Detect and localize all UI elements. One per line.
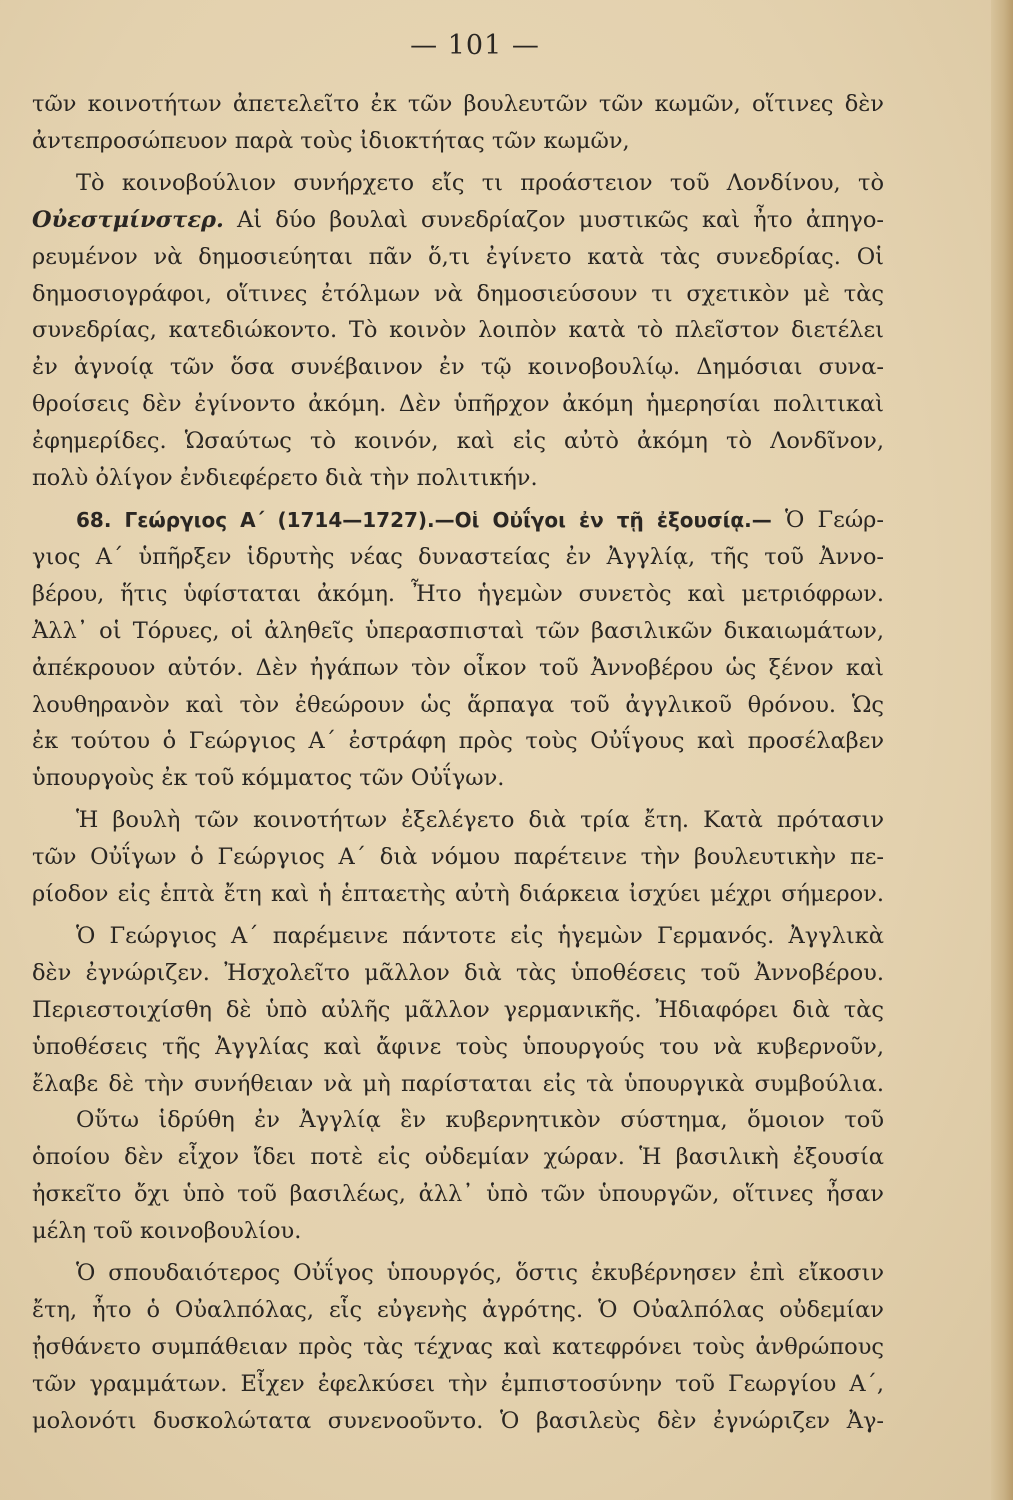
- text-line: ᾐσθάνετο συμπάθειαν πρὸς τὰς τέχνας καὶ κατεφρόνει τοὺς ἀνθρώπους: [32, 1333, 884, 1360]
- paragraph-5: [32, 918, 884, 1103]
- text-line: ὑποθέσεις τῆς Ἀγγλίας καὶ ἄφινε τοὺς ὑπουργούς του νὰ κυβερνοῦν,: [32, 1033, 884, 1060]
- text-line: Τὸ κοινοβούλιον συνήρχετο εἴς τι προάστειον τοῦ Λονδίνου, τὸ: [76, 169, 884, 196]
- text-line: Ὁ σπουδαιότερος Οὐΐγος ὑπουργός, ὅστις ἐκυβέρνησεν ἐπὶ εἴκοσιν: [76, 1260, 884, 1287]
- text-line: ἀπέκρουον αὐτόν. Δὲν ἠγάπων τὸν οἶκον τοῦ Ἀννοβέρου ὡς ξένον καὶ: [32, 654, 884, 681]
- text-line: πολὺ ὀλίγον ἐνδιεφέρετο διὰ τὴν πολιτικήν.: [32, 465, 538, 492]
- page-edge: [991, 0, 1013, 1500]
- text-line: τῶν γραμμάτων. Εἶχεν ἐφελκύσει τὴν ἐμπιστοσύνην τοῦ Γεωργίου Α΄,: [32, 1370, 884, 1397]
- paragraph-6: [32, 1102, 884, 1250]
- text-line: λουθηρανὸν καὶ τὸν ἐθεώρουν ὡς ἅρπαγα τοῦ ἀγγλικοῦ θρόνου. Ὡς: [32, 691, 884, 718]
- paragraph-1: [32, 86, 884, 160]
- text-line: ἐφημερίδες. Ὡσαύτως τὸ κοινόν, καὶ εἰς αὐτὸ ἀκόμη τὸ Λονδῖνον,: [32, 428, 884, 455]
- text-line: ἠσκεῖτο ὄχι ὑπὸ τοῦ βασιλέως, ἀλλ᾿ ὑπὸ τῶν ὑπουργῶν, οἵτινες ἦσαν: [32, 1181, 884, 1208]
- text-fragment: Ὁ Γεώρ-: [771, 506, 884, 533]
- text-line: ἐκ τούτου ὁ Γεώργιος Α΄ ἐστράφη πρὸς τοὺς Οὐΐγους καὶ προσέλαβεν: [32, 728, 884, 755]
- text-line: μέλη τοῦ κοινοβουλίου.: [32, 1218, 302, 1245]
- text-line: Ἀλλ᾿ οἱ Τόρυες, οἱ ἀληθεῖς ὑπερασπισταὶ τῶν βασιλικῶν δικαιωμάτων,: [32, 617, 884, 644]
- text-line: ὁποίου δὲν εἶχον ἴδει ποτὲ εἰς οὐδεμίαν χώραν. Ἡ βασιλικὴ ἐξουσία: [32, 1144, 884, 1171]
- text-line: δὲν ἐγνώριζεν. Ἠσχολεῖτο μᾶλλον διὰ τὰς ὑποθέσεις τοῦ Ἀννοβέρου.: [32, 959, 884, 986]
- text-line: Ὁ Γεώργιος Α΄ παρέμεινε πάντοτε εἰς ἡγεμὼν Γερμανός. Ἀγγλικὰ: [76, 922, 884, 949]
- text-line: τῶν κοινοτήτων ἀπετελεῖτο ἐκ τῶν βουλευτῶν τῶν κωμῶν, οἵτινες δὲν: [32, 91, 884, 117]
- section-heading: 68. Γεώργιος Α΄ (1714—1727).—Οἱ Οὐΐγοι ἐν τῇ ἐξουσίᾳ.—: [76, 507, 772, 532]
- page-number: — 101 —: [410, 30, 540, 61]
- text-line: Οὕτω ἱδρύθη ἐν Ἀγγλίᾳ ἓν κυβερνητικὸν σύστημα, ὅμοιον τοῦ: [76, 1107, 884, 1134]
- text-line: Περιεστοιχίσθη δὲ ὑπὸ αὐλῆς μᾶλλον γερμανικῆς. Ἠδιαφόρει διὰ τὰς: [32, 996, 884, 1023]
- text-line: ὑπουργοὺς ἐκ τοῦ κόμματος τῶν Οὐΐγων.: [32, 765, 505, 792]
- text-line: ρευμένον νὰ δημοσιεύηται πᾶν ὅ,τι ἐγίνετο κατὰ τὰς συνεδρίας. Οἱ: [32, 243, 884, 270]
- text-line: ἐν ἀγνοίᾳ τῶν ὅσα συνέβαινον ἐν τῷ κοινοβουλίῳ. Δημόσιαι συνα-: [32, 354, 884, 381]
- text-line: θροίσεις δὲν ἐγίνοντο ἀκόμη. Δὲν ὑπῆρχον ἀκόμη ἡμερησίαι πολιτικαὶ: [32, 391, 884, 418]
- text-line: μολονότι δυσκολώτατα συνενοοῦντο. Ὁ βασιλεὺς δὲν ἐγνώριζεν Ἀγ-: [32, 1407, 884, 1434]
- text-line: Ἡ βουλὴ τῶν κοινοτήτων ἐξελέγετο διὰ τρία ἔτη. Κατὰ πρότασιν: [76, 807, 884, 834]
- text-line: ἀντεπροσώπευον παρὰ τοὺς ἰδιοκτήτας τῶν κωμῶν,: [32, 127, 630, 154]
- text-line: [32, 202, 884, 239]
- text-line: ἔλαβε δὲ τὴν συνήθειαν νὰ μὴ παρίσταται εἰς τὰ ὑπουργικὰ συμβούλια.: [32, 1070, 884, 1097]
- text-line: βέρου, ἥτις ὑφίσταται ἀκόμη. Ἦτο ἡγεμὼν συνετὸς καὶ μετριόφρων.: [32, 580, 884, 607]
- text-line: δημοσιογράφοι, οἵτινες ἐτόλμων νὰ δημοσιεύσουν τι σχετικὸν μὲ τὰς: [32, 280, 884, 307]
- text-line: ρίοδον εἰς ἑπτὰ ἔτη καὶ ἡ ἑπταετὴς αὐτὴ διάρκεια ἰσχύει μέχρι σήμερον.: [32, 881, 884, 908]
- paragraph-2: [32, 165, 884, 497]
- text-line: ἔτη, ἦτο ὁ Οὐαλπόλας, εἷς εὐγενὴς ἀγρότης. Ὁ Οὐαλπόλας οὐδεμίαν: [32, 1297, 884, 1323]
- text-line: [32, 502, 884, 539]
- text-fragment: Αἱ δύο βουλαὶ συνεδρίαζον μυστικῶς καὶ ἦτο ἀπηγο-: [223, 206, 884, 233]
- text-line: τῶν Οὐΐγων ὁ Γεώργιος Α΄ διὰ νόμου παρέτεινε τὴν βουλευτικὴν πε-: [32, 844, 884, 871]
- section-68: [32, 502, 884, 797]
- paragraph-7: [32, 1255, 884, 1440]
- text-line: γιος Α΄ ὑπῆρξεν ἱδρυτὴς νέας δυναστείας ἐν Ἀγγλίᾳ, τῆς τοῦ Ἀννο-: [32, 543, 884, 570]
- paragraph-4: [32, 802, 884, 913]
- text-line: συνεδρίας, κατεδιώκοντο. Τὸ κοινὸν λοιπὸν κατὰ τὸ πλεῖστον διετέλει: [32, 317, 884, 344]
- place-name-bold: Οὐεστμίνστερ.: [32, 206, 224, 233]
- body-text: [32, 86, 884, 1440]
